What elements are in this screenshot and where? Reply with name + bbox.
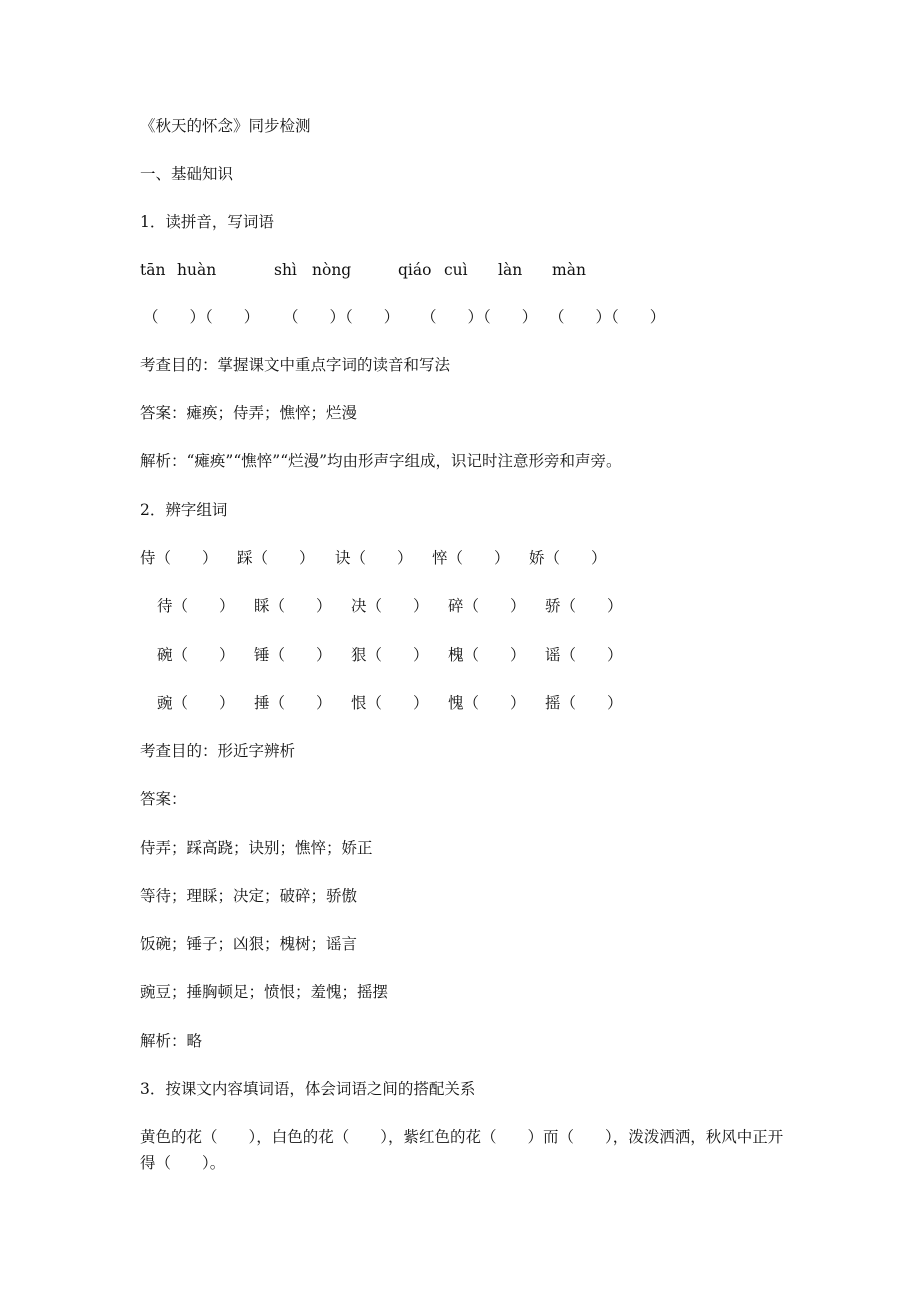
char-row <box>0 596 920 616</box>
char-blank[interactable]: 锤（ ） <box>254 646 332 664</box>
char-blank[interactable]: 决（ ） <box>351 597 429 615</box>
char-blank[interactable]: 愧（ ） <box>448 694 526 712</box>
pinyin-syllable: màn <box>552 261 586 279</box>
question-1-answer: 答案：瘫痪；侍弄；憔悴；烂漫 <box>140 404 358 422</box>
question-2-purpose: 考查目的：形近字辨析 <box>140 742 296 760</box>
pinyin-row <box>0 260 920 280</box>
char-blank[interactable]: 恨（ ） <box>351 694 429 712</box>
question-3-text: 黄色的花（ ），白色的花（ ），紫红色的花（ ）而（ ），泼泼洒洒，秋风中正开得（ ）。 <box>140 1128 784 1172</box>
char-blank[interactable]: 豌（ ） <box>157 694 235 712</box>
question-2-answer-label: 答案： <box>140 790 187 808</box>
question-2-analysis: 解析：略 <box>140 1032 203 1050</box>
char-row <box>0 645 920 665</box>
char-blank[interactable]: 狠（ ） <box>351 646 429 664</box>
word-blank[interactable]: （ ）（ ） <box>143 308 260 326</box>
char-blank[interactable]: 碗（ ） <box>157 646 235 664</box>
question-2-heading: 2．辨字组词 <box>140 501 228 519</box>
char-blank[interactable]: 摇（ ） <box>545 694 623 712</box>
char-blank[interactable]: 骄（ ） <box>545 597 623 615</box>
pinyin-syllable: cuì <box>444 261 468 279</box>
pinyin-syllable: qiáo <box>398 261 432 279</box>
char-blank[interactable]: 捶（ ） <box>254 694 332 712</box>
char-blank[interactable]: 悴（ ） <box>432 549 510 567</box>
char-blank[interactable]: 诀（ ） <box>335 549 413 567</box>
char-blank[interactable]: 踩（ ） <box>237 549 315 567</box>
section-heading: 一、基础知识 <box>140 165 234 183</box>
pinyin-syllable: nòng <box>312 261 352 279</box>
char-blank[interactable]: 睬（ ） <box>254 597 332 615</box>
answer-line: 饭碗；锤子；凶狠；槐树；谣言 <box>140 935 358 953</box>
word-blank[interactable]: （ ）（ ） <box>549 308 666 326</box>
word-blank[interactable]: （ ）（ ） <box>421 308 538 326</box>
pinyin-syllable: huàn <box>177 261 217 279</box>
document-title: 《秋天的怀念》同步检测 <box>140 117 311 135</box>
question-1-analysis: 解析：“瘫痪”“憔悴”“烂漫”均由形声字组成，识记时注意形旁和声旁。 <box>140 452 622 470</box>
question-1-purpose: 考查目的：掌握课文中重点字词的读音和写法 <box>140 356 451 374</box>
char-blank[interactable]: 槐（ ） <box>448 646 526 664</box>
question-1-heading: 1．读拼音，写词语 <box>140 213 274 231</box>
char-row <box>0 693 920 713</box>
blank-row <box>0 307 920 327</box>
char-blank[interactable]: 谣（ ） <box>545 646 623 664</box>
char-blank[interactable]: 娇（ ） <box>529 549 607 567</box>
char-blank[interactable]: 碎（ ） <box>448 597 526 615</box>
char-blank[interactable]: 侍（ ） <box>140 549 218 567</box>
char-row <box>0 548 920 568</box>
pinyin-syllable: làn <box>498 261 523 279</box>
pinyin-syllable: shì <box>274 261 297 279</box>
word-blank[interactable]: （ ）（ ） <box>283 308 400 326</box>
pinyin-syllable: tān <box>140 261 166 279</box>
answer-line: 豌豆；捶胸顿足；愤恨；羞愧；摇摆 <box>140 983 389 1001</box>
char-blank[interactable]: 待（ ） <box>157 597 235 615</box>
answer-line: 等待；理睬；决定；破碎；骄傲 <box>140 887 358 905</box>
answer-line: 侍弄；踩高跷；诀别；憔悴；娇正 <box>140 839 373 857</box>
question-3-heading: 3．按课文内容填词语，体会词语之间的搭配关系 <box>140 1080 476 1098</box>
